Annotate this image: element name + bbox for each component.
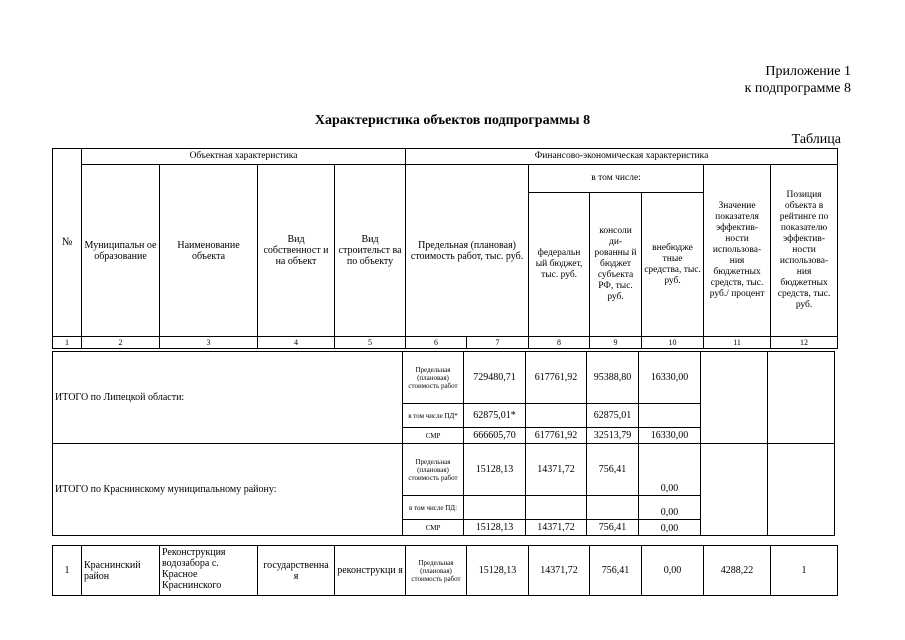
- header-indicator: Значение показателя эффектив- ности использова- ния бюджетных средств, тыс. руб./ процент: [704, 165, 771, 337]
- row-label-max-cost: Предельная (плановая) стоимость работ: [403, 444, 464, 496]
- column-number: 9: [590, 337, 642, 349]
- row-label-pd: в том числе ПД:: [403, 496, 464, 520]
- header-ownership: Вид собственност и на объект: [258, 165, 335, 337]
- column-number: 12: [771, 337, 838, 349]
- row1-indicator: 4288,22: [704, 546, 771, 596]
- region-smr-federal: 617761,92: [526, 428, 587, 444]
- row-label-pd: в том числе ПД*: [403, 404, 464, 428]
- row-label-max-cost: Предельная (плановая) стоимость работ: [403, 352, 464, 404]
- header-no: №: [53, 149, 82, 337]
- region-smr-extrabudget: 16330,00: [639, 428, 701, 444]
- header-extrabudget: внебюдже тные средства, тыс. руб.: [642, 193, 704, 337]
- district-pd-consolidated: [587, 496, 639, 520]
- header-group-finance: Финансово-экономическая характеристика: [406, 149, 838, 165]
- district-max-cost-consolidated: 756,41: [587, 444, 639, 496]
- row1-municipality: Краснинский район: [82, 546, 160, 596]
- row1-ownership: государственна я: [258, 546, 335, 596]
- region-indicator: [701, 352, 768, 444]
- column-number: 2: [82, 337, 160, 349]
- appendix-note: [745, 63, 851, 97]
- objects-table-row1: [52, 545, 838, 596]
- row1-extrabudget: 0,00: [642, 546, 704, 596]
- district-pd-total: [464, 496, 526, 520]
- column-number: 3: [160, 337, 258, 349]
- district-smr-federal: 14371,72: [526, 520, 587, 536]
- region-smr-total: 666605,70: [464, 428, 526, 444]
- column-number: 1: [53, 337, 82, 349]
- header-max-cost: Предельная (плановая) стоимость работ, тыс. руб.: [406, 165, 529, 337]
- row1-federal: 14371,72: [529, 546, 590, 596]
- district-indicator: [701, 444, 768, 536]
- objects-table: [52, 148, 838, 349]
- row1-consolidated: 756,41: [590, 546, 642, 596]
- row-label-smr: СМР: [403, 428, 464, 444]
- district-pd-extrabudget: 0,00: [639, 496, 701, 520]
- column-number: 6: [406, 337, 467, 349]
- region-smr-consolidated: 32513,79: [587, 428, 639, 444]
- region-rating: [768, 352, 835, 444]
- appendix-line-2: к подпрограмме 8: [744, 81, 851, 96]
- table-label: Таблица: [791, 132, 841, 147]
- district-smr-total: 15128,13: [464, 520, 526, 536]
- district-smr-consolidated: 756,41: [587, 520, 639, 536]
- row1-object: Реконструкция водозабора с. Красное Краснинского: [160, 546, 258, 596]
- appendix-line-1: Приложение 1: [765, 64, 851, 79]
- total-region-label: ИТОГО по Липецкой области:: [53, 352, 403, 444]
- region-max-cost-extrabudget: 16330,00: [639, 352, 701, 404]
- district-max-cost-extrabudget: 0,00: [639, 444, 701, 496]
- region-max-cost-total: 729480,71: [464, 352, 526, 404]
- row1-construction: реконструкци я: [335, 546, 406, 596]
- row1-no: 1: [53, 546, 82, 596]
- row1-max-cost: 15128,13: [467, 546, 529, 596]
- column-number: 4: [258, 337, 335, 349]
- region-pd-consolidated: 62875,01: [587, 404, 639, 428]
- column-number: 11: [704, 337, 771, 349]
- region-pd-extrabudget: [639, 404, 701, 428]
- region-pd-federal: [526, 404, 587, 428]
- region-max-cost-federal: 617761,92: [526, 352, 587, 404]
- row1-cost-label: Предельная (плановая) стоимость работ: [406, 546, 467, 596]
- district-pd-federal: [526, 496, 587, 520]
- region-max-cost-consolidated: 95388,80: [587, 352, 639, 404]
- row1-rating: 1: [771, 546, 838, 596]
- header-group-object: Объектная характеристика: [82, 149, 406, 165]
- district-smr-extrabudget: 0,00: [639, 520, 701, 536]
- row-label-smr: СМР: [403, 520, 464, 536]
- column-number: 7: [467, 337, 529, 349]
- header-federal: федеральн ый бюджет, тыс. руб.: [529, 193, 590, 337]
- header-including: в том числе:: [529, 165, 704, 193]
- district-rating: [768, 444, 835, 536]
- total-district-label: ИТОГО по Краснинскому муниципальному району:: [53, 444, 403, 536]
- district-max-cost-federal: 14371,72: [526, 444, 587, 496]
- objects-table-body: [52, 351, 835, 536]
- region-pd-total: 62875,01*: [464, 404, 526, 428]
- header-construction-type: Вид строительст ва по объекту: [335, 165, 406, 337]
- header-consolidated: консоли ди- рованны й бюджет субъекта РФ, тыс. руб.: [590, 193, 642, 337]
- header-object-name: Наименование объекта: [160, 165, 258, 337]
- column-number: 5: [335, 337, 406, 349]
- district-max-cost-total: 15128,13: [464, 444, 526, 496]
- header-rating: Позиция объекта в рейтинге по показателю эффектив- ности использова- ния бюджетных средств, тыс. руб.: [771, 165, 838, 337]
- header-municipality: Муниципальн ое образование: [82, 165, 160, 337]
- column-number: 8: [529, 337, 590, 349]
- column-number: 10: [642, 337, 704, 349]
- document-title: Характеристика объектов подпрограммы 8: [314, 113, 591, 128]
